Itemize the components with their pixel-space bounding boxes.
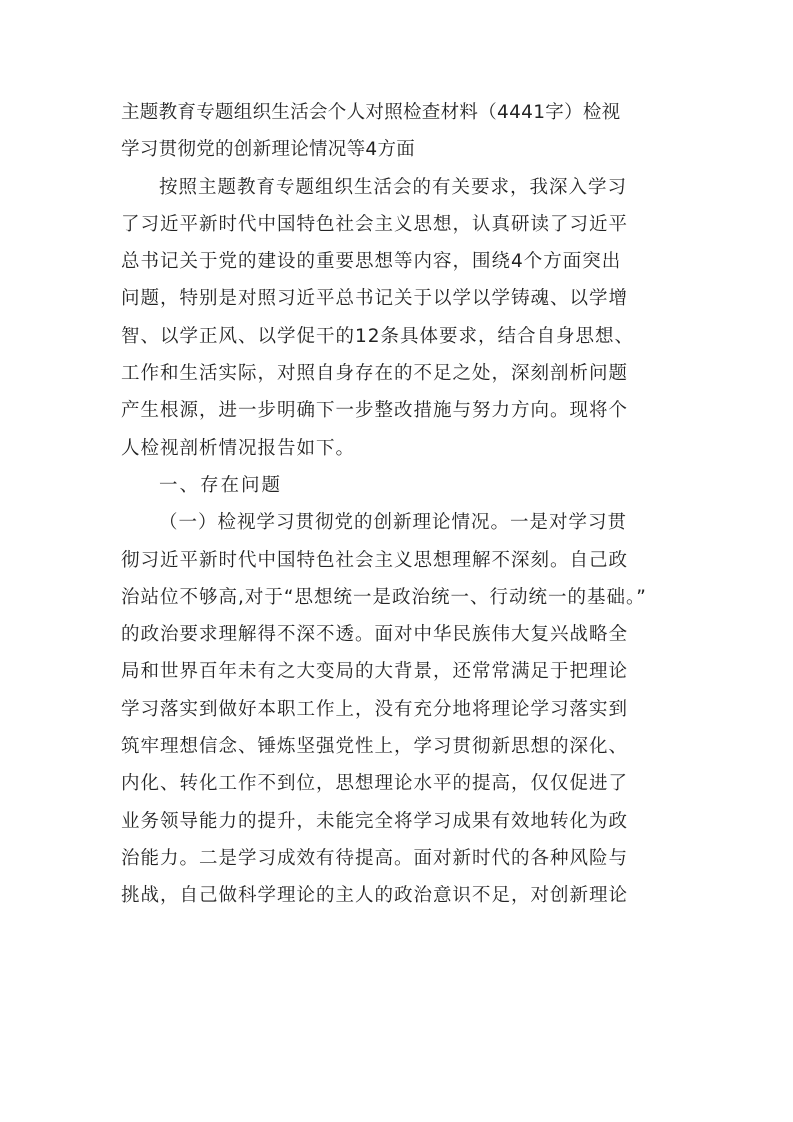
text-line: 工作和生活实际，对照自身存在的不足之处，深刻剖析问题 xyxy=(121,363,629,385)
text-line: 学习落实到做好本职工作上，没有充分地将理论学习落实到 xyxy=(121,698,629,720)
text-line: 业务领导能力的提升，未能完全将学习成果有效地转化为政 xyxy=(121,810,629,832)
text-line: 人检视剖析情况报告如下。 xyxy=(121,437,356,459)
text-line: 问题，特别是对照习近平总书记关于以学以学铸魂、以学增 xyxy=(121,288,629,310)
document-title xyxy=(121,94,673,169)
text-line: 挑战，自己做科学理论的主人的政治意识不足，对创新理论 xyxy=(121,885,629,907)
text-line: 彻习近平新时代中国特色社会主义思想理解不深刻。自己政 xyxy=(121,549,629,571)
text-line: 筑牢理想信念、锤炼坚强党性上，学习贯彻新思想的深化、 xyxy=(121,736,629,758)
text-line: （一）检视学习贯彻党的创新理论情况。一是对学习贯 xyxy=(159,512,628,534)
section-heading: 一、存在问题 xyxy=(159,474,283,496)
document-body xyxy=(121,94,673,915)
text-line: 内化、转化工作不到位，思想理论水平的提高，仅仅促进了 xyxy=(121,773,629,795)
text-line: 产生根源，进一步明确下一步整改措施与努力方向。现将个 xyxy=(121,400,629,422)
text-line: 智、以学正风、以学促干的12条具体要求，结合自身思想、 xyxy=(121,325,635,347)
text-line: 按照主题教育专题组织生活会的有关要求，我深入学习 xyxy=(159,176,628,198)
text-line: 治能力。二是学习成效有待提高。面对新时代的各种风险与 xyxy=(121,847,629,869)
text-line: 了习近平新时代中国特色社会主义思想，认真研读了习近平 xyxy=(121,213,629,235)
text-line: 局和世界百年未有之大变局的大背景，还常常满足于把理论 xyxy=(121,661,629,683)
text-line: 的政治要求理解得不深不透。面对中华民族伟大复兴战略全 xyxy=(121,624,629,646)
text-line: 治站位不够高,对于“思想统一是政治统一、行动统一的基础。” xyxy=(121,586,647,608)
title-line: 主题教育专题组织生活会个人对照检查材料（4441字）检视 xyxy=(121,102,621,123)
text-line: 总书记关于党的建设的重要思想等内容，围绕4个方面突出 xyxy=(121,251,622,273)
body-paragraph xyxy=(121,504,673,914)
intro-paragraph xyxy=(121,169,673,467)
title-line: 学习贯彻党的创新理论情况等4方面 xyxy=(121,139,416,161)
